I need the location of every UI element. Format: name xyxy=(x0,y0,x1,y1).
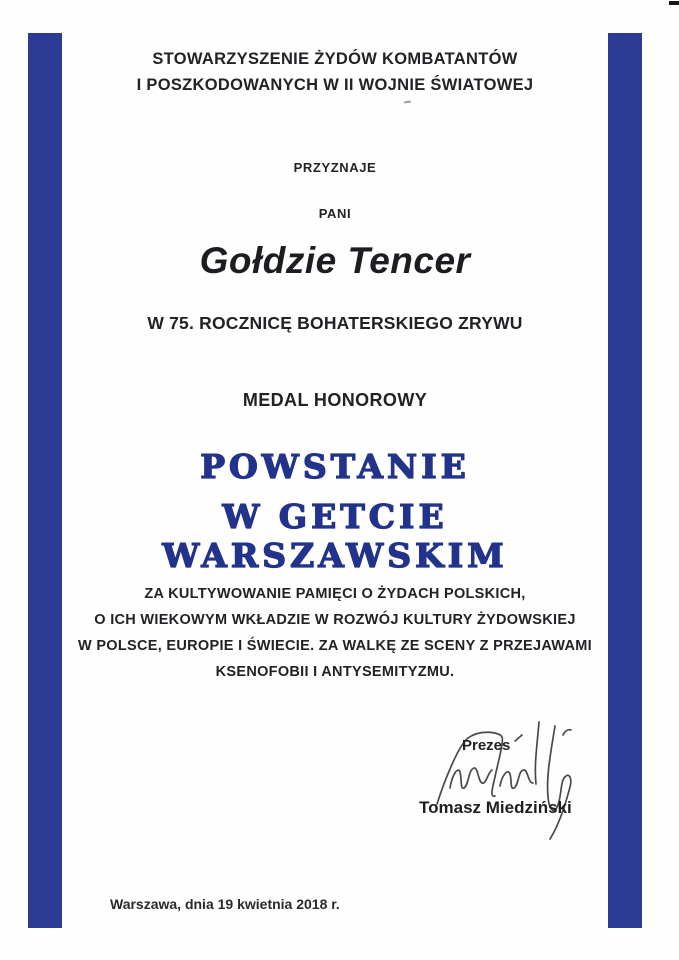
recipient-name: Gołdzie Tencer xyxy=(199,240,471,281)
signatory-name: Tomasz Miedziński xyxy=(419,798,572,817)
medal-name-line2: W GETCIE WARSZAWSKIM xyxy=(162,497,508,575)
left-accent-bar xyxy=(28,33,62,928)
scan-corner-mark xyxy=(669,1,679,5)
org-name-line1: STOWARZYSZENIE ŻYDÓW KOMBATANTÓW xyxy=(152,50,518,68)
occasion-line: W 75. ROCZNICĘ BOHATERSKIEGO ZRYWU xyxy=(147,313,523,333)
org-name-line2: I POSZKODOWANYCH W II WOJNIE ŚWIATOWEJ xyxy=(136,76,534,94)
signature-scribble xyxy=(412,706,580,846)
medal-name-line1: POWSTANIE xyxy=(200,447,470,486)
honorific-label: PANI xyxy=(318,206,352,221)
citation-line4: KSENOFOBII I ANTYSEMITYZMU. xyxy=(215,664,455,680)
date-line: Warszawa, dnia 19 kwietnia 2018 r. xyxy=(110,896,340,912)
award-type-label: MEDAL HONOROWY xyxy=(242,390,428,410)
org-name xyxy=(62,46,608,98)
grants-label: PRZYZNAJE xyxy=(293,160,377,175)
signature-title: Prezes xyxy=(462,737,511,754)
citation-text xyxy=(62,581,608,685)
citation-line3: W POLSCE, EUROPIE I ŚWIECIE. ZA WALKĘ ZE SCENY Z PRZEJAWAMI xyxy=(78,638,592,654)
right-accent-bar xyxy=(608,33,642,928)
scan-speck xyxy=(404,101,411,104)
citation-line2: O ICH WIEKOWYM WKŁADZIE W ROZWÓJ KULTURY ŻYDOWSKIEJ xyxy=(94,612,576,628)
citation-line1: ZA KULTYWOWANIE PAMIĘCI O ŻYDACH POLSKICH, xyxy=(144,586,526,602)
